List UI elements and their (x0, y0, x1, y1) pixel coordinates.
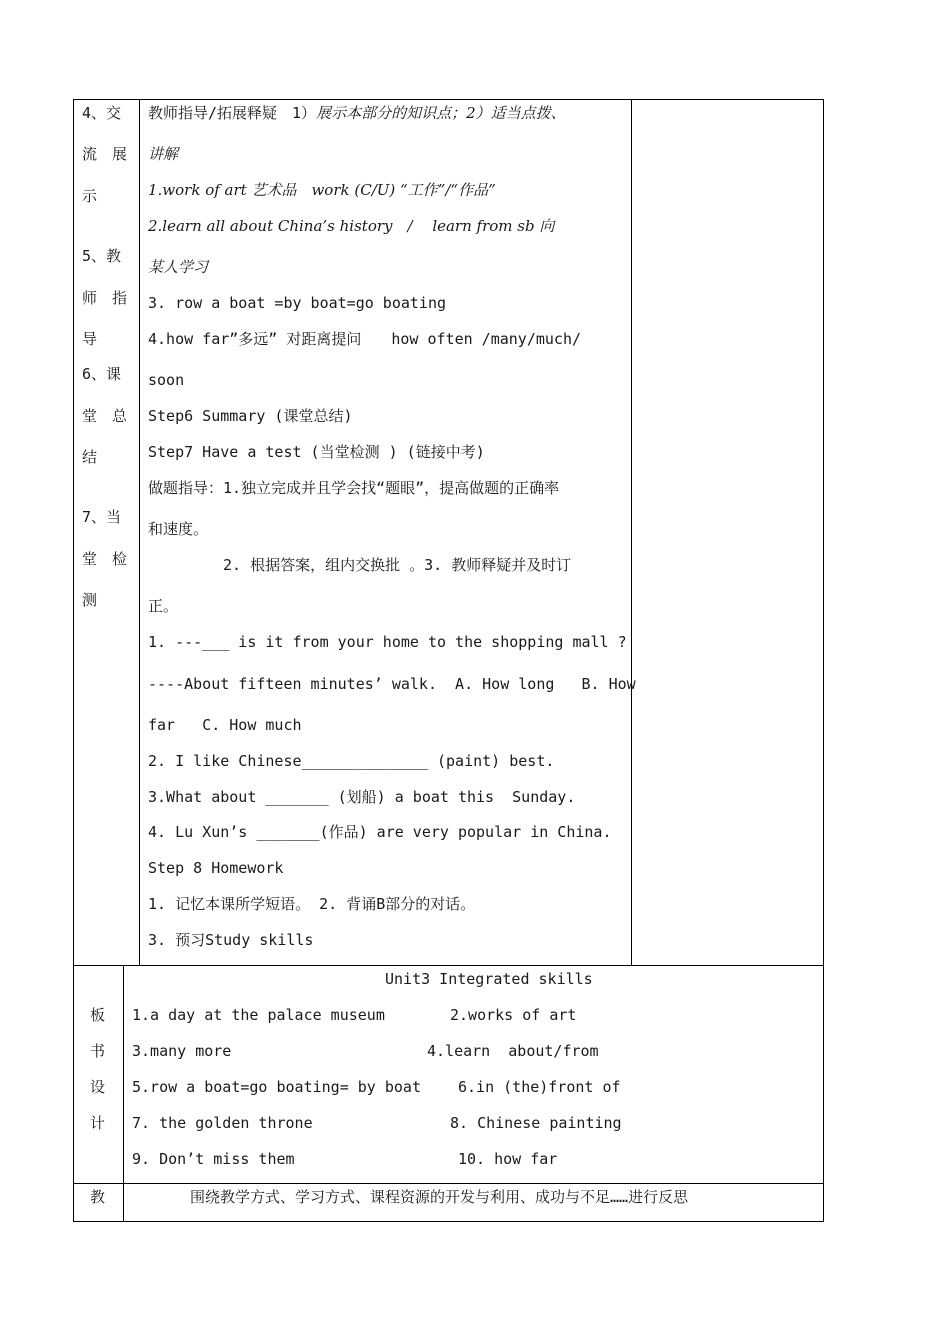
board-item: 8. Chinese painting (450, 1114, 622, 1132)
board-item: 3.many more (132, 1042, 232, 1060)
knowledge-point: soon (148, 371, 185, 389)
step-heading: Step7 Have a test (当堂检测 ) (链接中考) (148, 443, 485, 461)
instruction-line: 和速度。 (148, 520, 209, 538)
step-label: 6、课 (82, 365, 122, 383)
table-border-right (823, 99, 824, 1222)
homework-line: 3. 预习Study skills (148, 931, 314, 949)
step-label: 堂 检 (82, 550, 128, 568)
board-item: 6.in (the)front of (458, 1078, 621, 1096)
step-label: 7、当 (82, 508, 122, 526)
divider-reflection-row (73, 1183, 824, 1184)
step-label: 堂 总 (82, 407, 128, 425)
knowledge-point: 4.how far”多远” 对距离提问 how often /many/much/ (148, 330, 582, 348)
exercise-line: 4. Lu Xun’s _______(作品) are very popular in China. (148, 823, 612, 841)
reflection-text: 围绕教学方式、学习方式、课程资源的开发与利用、成功与不足……进行反思 (190, 1188, 689, 1206)
board-label: 书 (90, 1042, 106, 1060)
knowledge-point: 3. row a boat =by boat=go boating (148, 294, 447, 312)
table-border-left (73, 99, 74, 1222)
step-label: 流 展 (82, 145, 128, 163)
divider-main-col (631, 99, 632, 966)
guide-heading-label: 教师指导/拓展释疑 1） (148, 104, 317, 122)
table-border-top (73, 99, 824, 100)
board-item: 10. how far (458, 1150, 558, 1168)
guide-heading (148, 103, 566, 123)
reflection-label: 教 (90, 1188, 106, 1206)
board-label: 板 (90, 1006, 106, 1024)
exercise-line: ----About fifteen minutes’ walk. A. How long B. How (148, 675, 636, 693)
instruction-line: 正。 (148, 597, 179, 615)
board-item: 5.row a boat=go boating= by boat (132, 1078, 421, 1096)
board-item: 9. Don’t miss them (132, 1150, 295, 1168)
board-item: 2.works of art (450, 1006, 577, 1024)
step-label: 结 (82, 448, 98, 466)
exercise-line: 3.What about _______ (划船) a boat this Sunday. (148, 788, 576, 806)
knowledge-point: 某人学习 (148, 258, 209, 276)
board-item: 4.learn about/from (427, 1042, 599, 1060)
step-label: 师 指 (82, 289, 128, 307)
step-label: 4、交 (82, 104, 122, 122)
instruction-line: 做题指导：1.独立完成并且学会找“题眼”，提高做题的正确率 (148, 479, 560, 497)
knowledge-point: 1.work of art 艺术品 work (C/U) “工作”/“作品” (148, 181, 496, 199)
step-label: 测 (82, 591, 98, 609)
divider-steps-col (139, 99, 140, 966)
exercise-line: 1. ---___ is it from your home to the shopping mall ? (148, 633, 627, 651)
step-label: 示 (82, 187, 98, 205)
step-heading: Step6 Summary (课堂总结) (148, 407, 353, 425)
knowledge-point: 2.learn all about China’s history / learn from sb 向 (148, 217, 555, 235)
guide-line: 讲解 (148, 145, 179, 163)
board-label: 计 (90, 1114, 106, 1132)
board-item: 1.a day at the palace museum (132, 1006, 385, 1024)
homework-line: 1. 记忆本课所学短语。 2. 背诵B部分的对话。 (148, 895, 476, 913)
step-label: 5、教 (82, 247, 122, 265)
exercise-line: far C. How much (148, 716, 302, 734)
board-label: 设 (90, 1078, 106, 1096)
board-item: 7. the golden throne (132, 1114, 313, 1132)
step-label: 导 (82, 330, 98, 348)
table-border-bottom (73, 1221, 824, 1222)
instruction-line: 2. 根据答案，组内交换批 。3. 教师释疑并及时订 (148, 556, 572, 574)
divider-board-row (73, 965, 824, 966)
exercise-line: 2. I like Chinese______________ (paint) best. (148, 752, 555, 770)
guide-heading-detail: 展示本部分的知识点；2）适当点拨、 (316, 104, 566, 122)
board-title: Unit3 Integrated skills (385, 970, 593, 988)
step-heading: Step 8 Homework (148, 859, 284, 877)
